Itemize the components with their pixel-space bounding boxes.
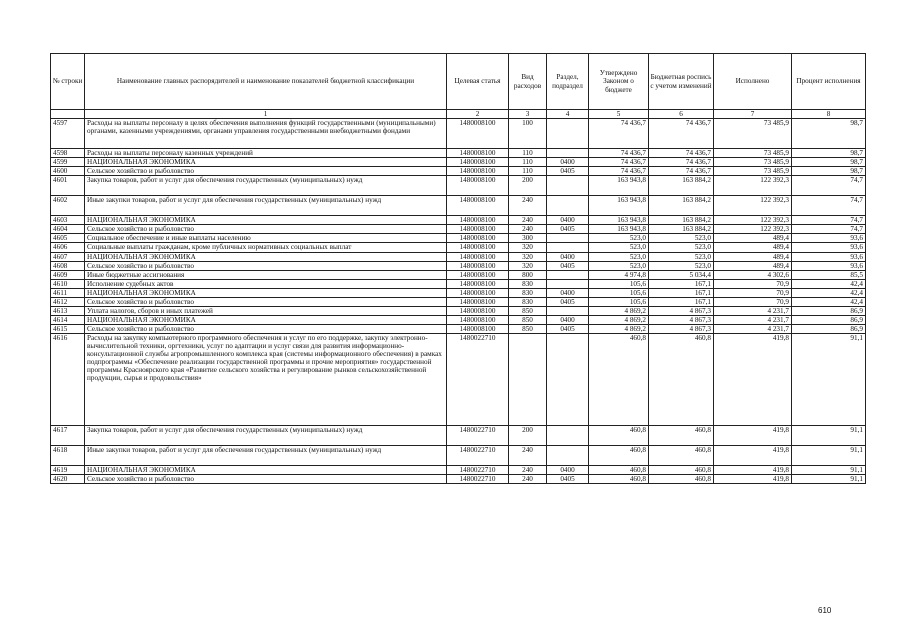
row-section: [547, 243, 589, 252]
row-number: 4613: [51, 306, 85, 315]
row-target-article: 1480008100: [447, 196, 509, 216]
row-number: 4603: [51, 216, 85, 225]
row-name: НАЦИОНАЛЬНАЯ ЭКОНОМИКА: [85, 288, 447, 297]
row-target-article: 1480008100: [447, 261, 509, 270]
row-target-article: 1480008100: [447, 234, 509, 243]
row-expense-type: 110: [509, 167, 547, 176]
row-expense-type: 320: [509, 261, 547, 270]
row-approved: 523,0: [589, 261, 649, 270]
row-schedule: 5 034,4: [649, 270, 714, 279]
row-approved: 163 943,8: [589, 176, 649, 196]
row-executed: 122 392,3: [714, 196, 792, 216]
row-name: Сельское хозяйство и рыболовство: [85, 325, 447, 334]
row-percent: 93,6: [792, 252, 866, 261]
header-approved: Утверждено Законом о бюджете: [589, 54, 649, 110]
row-approved: 523,0: [589, 243, 649, 252]
row-target-article: 1480008100: [447, 315, 509, 324]
row-number: 4607: [51, 252, 85, 261]
row-name: НАЦИОНАЛЬНАЯ ЭКОНОМИКА: [85, 466, 447, 475]
row-target-article: 1480008100: [447, 279, 509, 288]
row-name: Расходы на выплаты персоналу в целях обеспечения выполнения функций государственными (муниципальными) органами, казенными учреждениями, органами управления государственными внебюджетными фондами: [85, 119, 447, 149]
row-expense-type: 110: [509, 149, 547, 158]
table-row: [51, 234, 866, 243]
column-index-cell: 1: [85, 110, 447, 119]
header-row-number: № строки: [51, 54, 85, 110]
column-index-cell: 4: [547, 110, 589, 119]
row-number: 4619: [51, 466, 85, 475]
row-percent: 91,1: [792, 334, 866, 426]
row-executed: 122 392,3: [714, 225, 792, 234]
column-index-cell: 8: [792, 110, 866, 119]
row-section: [547, 149, 589, 158]
row-name: Закупка товаров, работ и услуг для обеспечения государственных (муниципальных) нужд: [85, 176, 447, 196]
row-percent: 74,7: [792, 216, 866, 225]
row-section: 0405: [547, 297, 589, 306]
column-index-cell: 6: [649, 110, 714, 119]
table-row: [51, 446, 866, 466]
row-executed: 73 485,9: [714, 119, 792, 149]
row-section: [547, 176, 589, 196]
row-approved: 74 436,7: [589, 167, 649, 176]
row-section: [547, 446, 589, 466]
row-percent: 86,9: [792, 315, 866, 324]
row-expense-type: 240: [509, 216, 547, 225]
table-row: [51, 270, 866, 279]
row-expense-type: 240: [509, 196, 547, 216]
row-percent: 93,6: [792, 234, 866, 243]
row-name: Сельское хозяйство и рыболовство: [85, 261, 447, 270]
row-executed: 489,4: [714, 261, 792, 270]
column-index-cell: [51, 110, 85, 119]
row-executed: 419,8: [714, 475, 792, 484]
table-row: [51, 279, 866, 288]
row-expense-type: 200: [509, 176, 547, 196]
row-percent: 91,1: [792, 475, 866, 484]
row-target-article: 1480008100: [447, 225, 509, 234]
header-row: [51, 54, 866, 110]
row-executed: 4 231,7: [714, 325, 792, 334]
row-expense-type: [509, 334, 547, 426]
row-target-article: 1480008100: [447, 270, 509, 279]
row-name: НАЦИОНАЛЬНАЯ ЭКОНОМИКА: [85, 158, 447, 167]
table-row: [51, 297, 866, 306]
table-row: [51, 334, 866, 426]
row-executed: 73 485,9: [714, 167, 792, 176]
row-expense-type: 830: [509, 297, 547, 306]
table-row: [51, 475, 866, 484]
row-name: Иные закупки товаров, работ и услуг для обеспечения государственных (муниципальных) нужд: [85, 446, 447, 466]
row-name: Социальное обеспечение и иные выплаты населению: [85, 234, 447, 243]
table-row: [51, 315, 866, 324]
row-executed: 73 485,9: [714, 149, 792, 158]
row-percent: 98,7: [792, 167, 866, 176]
row-name: Расходы на выплаты персоналу казенных учреждений: [85, 149, 447, 158]
row-section: 0400: [547, 216, 589, 225]
row-name: Иные закупки товаров, работ и услуг для обеспечения государственных (муниципальных) нужд: [85, 196, 447, 216]
row-approved: 460,8: [589, 426, 649, 446]
row-name: Исполнение судебных актов: [85, 279, 447, 288]
row-name: Расходы на закупку компьютерного программного обеспечения и услуг по его поддержке, закупку электронно-вычислительной техники, оргтехники, услуг по адаптации и услуг связи для развития информационно-консультационной службы агропромышленного комплекса края (системы информационного обеспечения) в рамках подпрограммы «Обеспечение реализации государственной программы и прочие мероприятия» государственной программы Красноярского края «Развитие сельского хозяйства и регулирование рынков сельскохозяйственной продукции, сырья и продовольствия»: [85, 334, 447, 426]
row-schedule: 74 436,7: [649, 167, 714, 176]
row-section: 0400: [547, 158, 589, 167]
row-schedule: 4 867,3: [649, 315, 714, 324]
table-row: [51, 261, 866, 270]
row-section: [547, 426, 589, 446]
header-executed: Исполнено: [714, 54, 792, 110]
header-percent: Процент исполнения: [792, 54, 866, 110]
row-schedule: 167,1: [649, 288, 714, 297]
table-row: [51, 167, 866, 176]
row-target-article: 1480022710: [447, 446, 509, 466]
row-expense-type: 100: [509, 119, 547, 149]
row-executed: 4 302,6: [714, 270, 792, 279]
row-section: [547, 196, 589, 216]
row-executed: 70,9: [714, 297, 792, 306]
row-number: 4612: [51, 297, 85, 306]
row-name: НАЦИОНАЛЬНАЯ ЭКОНОМИКА: [85, 216, 447, 225]
row-expense-type: 240: [509, 446, 547, 466]
header-target-article: Целевая статья: [447, 54, 509, 110]
row-executed: 489,4: [714, 243, 792, 252]
row-number: 4600: [51, 167, 85, 176]
row-name: Уплата налогов, сборов и иных платежей: [85, 306, 447, 315]
row-schedule: 167,1: [649, 279, 714, 288]
row-section: 0405: [547, 325, 589, 334]
row-schedule: 74 436,7: [649, 149, 714, 158]
column-index-row: [51, 110, 866, 119]
row-percent: 86,9: [792, 306, 866, 315]
header-name: Наименование главных распорядителей и наименование показателей бюджетной классификации: [85, 54, 447, 110]
row-approved: 460,8: [589, 475, 649, 484]
table-row: [51, 196, 866, 216]
row-section: [547, 306, 589, 315]
row-number: 4617: [51, 426, 85, 446]
row-target-article: 1480008100: [447, 252, 509, 261]
row-approved: 74 436,7: [589, 149, 649, 158]
row-expense-type: 800: [509, 270, 547, 279]
row-executed: 70,9: [714, 288, 792, 297]
row-executed: 73 485,9: [714, 158, 792, 167]
row-name: Закупка товаров, работ и услуг для обеспечения государственных (муниципальных) нужд: [85, 426, 447, 446]
row-number: 4615: [51, 325, 85, 334]
row-section: 0400: [547, 315, 589, 324]
row-section: [547, 334, 589, 426]
table-row: [51, 243, 866, 252]
row-section: 0400: [547, 252, 589, 261]
row-target-article: 1480008100: [447, 167, 509, 176]
row-name: Сельское хозяйство и рыболовство: [85, 475, 447, 484]
row-executed: 4 231,7: [714, 306, 792, 315]
row-percent: 85,5: [792, 270, 866, 279]
row-section: 0400: [547, 466, 589, 475]
row-percent: 86,9: [792, 325, 866, 334]
table-row: [51, 288, 866, 297]
row-executed: 419,8: [714, 426, 792, 446]
row-target-article: 1480008100: [447, 158, 509, 167]
page-number: 610: [818, 606, 832, 615]
row-approved: 4 869,2: [589, 325, 649, 334]
row-schedule: 163 884,2: [649, 176, 714, 196]
row-number: 4618: [51, 446, 85, 466]
row-target-article: 1480008100: [447, 176, 509, 196]
row-executed: 122 392,3: [714, 176, 792, 196]
row-schedule: 460,8: [649, 334, 714, 426]
row-schedule: 460,8: [649, 475, 714, 484]
row-expense-type: 830: [509, 279, 547, 288]
row-schedule: 460,8: [649, 466, 714, 475]
row-percent: 74,7: [792, 225, 866, 234]
row-schedule: 167,1: [649, 297, 714, 306]
row-name: Сельское хозяйство и рыболовство: [85, 225, 447, 234]
row-percent: 93,6: [792, 243, 866, 252]
row-schedule: 163 884,2: [649, 225, 714, 234]
row-name: НАЦИОНАЛЬНАЯ ЭКОНОМИКА: [85, 315, 447, 324]
row-schedule: 4 867,3: [649, 306, 714, 315]
header-schedule: Бюджетная роспись с учетом изменений: [649, 54, 714, 110]
row-name: Сельское хозяйство и рыболовство: [85, 167, 447, 176]
row-expense-type: 240: [509, 225, 547, 234]
row-approved: 460,8: [589, 446, 649, 466]
header-section: Раздел, подраздел: [547, 54, 589, 110]
row-percent: 42,4: [792, 279, 866, 288]
row-executed: 70,9: [714, 279, 792, 288]
table-row: [51, 306, 866, 315]
row-percent: 42,4: [792, 288, 866, 297]
row-approved: 4 869,2: [589, 315, 649, 324]
row-number: 4605: [51, 234, 85, 243]
row-executed: 4 231,7: [714, 315, 792, 324]
row-schedule: 74 436,7: [649, 119, 714, 149]
header-expense-type: Вид расходов: [509, 54, 547, 110]
row-percent: 74,7: [792, 196, 866, 216]
row-percent: 91,1: [792, 446, 866, 466]
table-row: [51, 176, 866, 196]
table-row: [51, 149, 866, 158]
row-executed: 489,4: [714, 234, 792, 243]
row-expense-type: 850: [509, 325, 547, 334]
row-percent: 98,7: [792, 119, 866, 149]
row-number: 4598: [51, 149, 85, 158]
row-approved: 460,8: [589, 334, 649, 426]
row-expense-type: 850: [509, 306, 547, 315]
row-target-article: 1480008100: [447, 288, 509, 297]
row-number: 4601: [51, 176, 85, 196]
column-index-cell: 2: [447, 110, 509, 119]
row-section: 0405: [547, 261, 589, 270]
table-row: [51, 216, 866, 225]
table-row: [51, 119, 866, 149]
row-executed: 419,8: [714, 466, 792, 475]
row-schedule: 74 436,7: [649, 158, 714, 167]
row-expense-type: 320: [509, 252, 547, 261]
row-expense-type: 200: [509, 426, 547, 446]
row-target-article: 1480008100: [447, 119, 509, 149]
table-row: [51, 158, 866, 167]
row-number: 4604: [51, 225, 85, 234]
row-target-article: 1480022710: [447, 426, 509, 446]
row-percent: 91,1: [792, 466, 866, 475]
row-expense-type: 850: [509, 315, 547, 324]
row-name: Сельское хозяйство и рыболовство: [85, 297, 447, 306]
row-approved: 74 436,7: [589, 158, 649, 167]
column-index-cell: 5: [589, 110, 649, 119]
row-target-article: 1480008100: [447, 149, 509, 158]
column-index-cell: 3: [509, 110, 547, 119]
row-section: 0405: [547, 475, 589, 484]
row-section: [547, 234, 589, 243]
row-schedule: 163 884,2: [649, 196, 714, 216]
row-approved: 74 436,7: [589, 119, 649, 149]
row-section: 0405: [547, 167, 589, 176]
row-executed: 419,8: [714, 334, 792, 426]
row-number: 4597: [51, 119, 85, 149]
row-number: 4606: [51, 243, 85, 252]
row-approved: 523,0: [589, 252, 649, 261]
row-percent: 98,7: [792, 149, 866, 158]
row-executed: 489,4: [714, 252, 792, 261]
table-row: [51, 225, 866, 234]
row-number: 4599: [51, 158, 85, 167]
row-expense-type: 240: [509, 475, 547, 484]
row-expense-type: 110: [509, 158, 547, 167]
row-percent: 91,1: [792, 426, 866, 446]
budget-table: [50, 53, 866, 484]
table-row: [51, 426, 866, 446]
row-target-article: 1480008100: [447, 297, 509, 306]
row-section: [547, 119, 589, 149]
row-target-article: 1480008100: [447, 306, 509, 315]
row-name: НАЦИОНАЛЬНАЯ ЭКОНОМИКА: [85, 252, 447, 261]
row-section: 0400: [547, 288, 589, 297]
row-number: 4620: [51, 475, 85, 484]
row-target-article: 1480022710: [447, 334, 509, 426]
row-approved: 105,6: [589, 288, 649, 297]
row-schedule: 460,8: [649, 446, 714, 466]
row-target-article: 1480022710: [447, 466, 509, 475]
row-expense-type: 320: [509, 243, 547, 252]
row-number: 4614: [51, 315, 85, 324]
row-approved: 163 943,8: [589, 225, 649, 234]
row-schedule: 4 867,3: [649, 325, 714, 334]
row-schedule: 523,0: [649, 261, 714, 270]
row-percent: 93,6: [792, 261, 866, 270]
table-row: [51, 252, 866, 261]
row-percent: 74,7: [792, 176, 866, 196]
row-approved: 105,6: [589, 297, 649, 306]
row-approved: 105,6: [589, 279, 649, 288]
row-approved: 460,8: [589, 466, 649, 475]
row-approved: 4 869,2: [589, 306, 649, 315]
row-number: 4609: [51, 270, 85, 279]
row-section: 0405: [547, 225, 589, 234]
row-expense-type: 830: [509, 288, 547, 297]
row-expense-type: 300: [509, 234, 547, 243]
row-name: Социальные выплаты гражданам, кроме публичных нормативных социальных выплат: [85, 243, 447, 252]
row-number: 4602: [51, 196, 85, 216]
row-approved: 4 974,8: [589, 270, 649, 279]
row-approved: 523,0: [589, 234, 649, 243]
row-schedule: 523,0: [649, 243, 714, 252]
row-schedule: 523,0: [649, 252, 714, 261]
row-schedule: 523,0: [649, 234, 714, 243]
table-row: [51, 466, 866, 475]
row-number: 4608: [51, 261, 85, 270]
row-executed: 419,8: [714, 446, 792, 466]
row-expense-type: 240: [509, 466, 547, 475]
row-target-article: 1480008100: [447, 325, 509, 334]
row-section: [547, 279, 589, 288]
row-target-article: 1480022710: [447, 475, 509, 484]
row-target-article: 1480008100: [447, 243, 509, 252]
row-percent: 98,7: [792, 158, 866, 167]
row-number: 4611: [51, 288, 85, 297]
row-name: Иные бюджетные ассигнования: [85, 270, 447, 279]
row-approved: 163 943,8: [589, 196, 649, 216]
row-percent: 42,4: [792, 297, 866, 306]
row-target-article: 1480008100: [447, 216, 509, 225]
row-approved: 163 943,8: [589, 216, 649, 225]
table-row: [51, 325, 866, 334]
row-number: 4610: [51, 279, 85, 288]
row-schedule: 163 884,2: [649, 216, 714, 225]
row-section: [547, 270, 589, 279]
row-executed: 122 392,3: [714, 216, 792, 225]
column-index-cell: 7: [714, 110, 792, 119]
row-number: 4616: [51, 334, 85, 426]
row-schedule: 460,8: [649, 426, 714, 446]
